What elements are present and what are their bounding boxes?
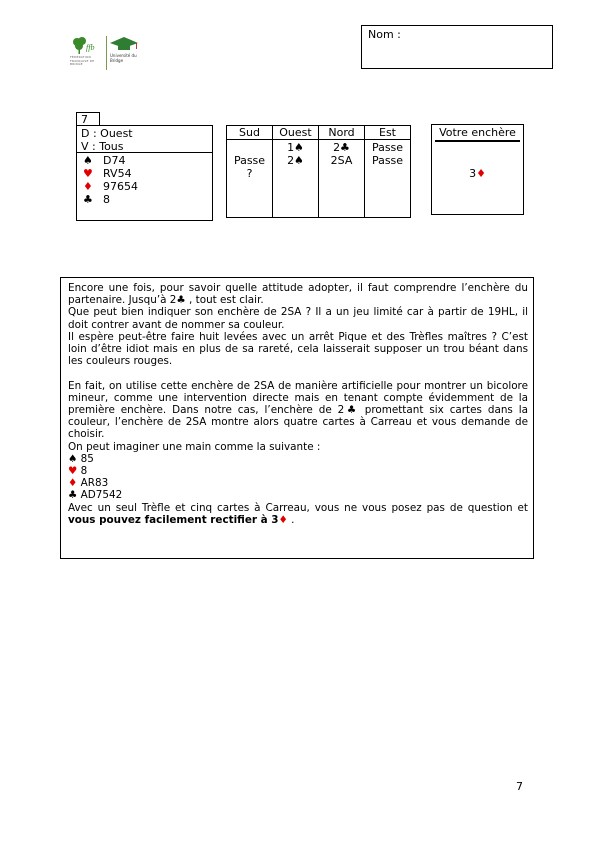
hand-number: 7 [76,112,100,126]
column-ouest [273,140,319,217]
hand-cards [77,153,212,207]
diamond-icon: ♦ [476,167,486,180]
header-nord: Nord [319,126,365,139]
example-clubs [68,489,528,501]
example-diamonds [68,477,528,489]
bid-cell: Passe [371,141,404,154]
diamond-icon: ♦ [278,513,288,526]
bid-cell: 2♣ [333,141,350,154]
name-field[interactable] [361,25,553,69]
conclusion-end: . [287,513,295,526]
clubs-row [81,193,208,206]
diamond-icon: ♦ [68,477,78,490]
vulnerability-label: V : Tous [81,140,124,153]
graduation-cap-icon [109,36,139,52]
example-spades-cards: 85 [80,452,94,465]
dealer-label: D : Ouest [81,127,133,140]
name-label: Nom : [368,28,401,41]
ffb-clover-icon [70,36,102,56]
conclusion-paragraph [68,502,528,526]
conclusion-bold-text: vous pouvez facilement rectifier à 3 [68,513,279,526]
your-bid-panel [431,124,524,215]
spades-cards: D74 [103,154,126,167]
bid-cell: 2SA [330,154,353,167]
conclusion-bold [68,514,288,526]
paragraph: Encore une fois, pour savoir quelle attitude adopter, il faut comprendre l’enchère du partenaire. Jusqu’à 2♣ , tout est clair. [68,282,528,307]
example-clubs-cards: AD7542 [80,489,123,502]
bid-cell [319,167,364,180]
svg-text:ffb: ffb [86,43,95,52]
bid-cell [227,141,272,154]
column-nord [319,140,365,217]
diamonds-cards: 97654 [103,180,138,193]
paragraph: Il espère peut-être faire huit levées avec un arrêt Pique et des Trèfles maîtres ? C’est loin d’être idiot mais en plus de sa rareté, cela laisserait supposer un trou béant dans les couleurs rouges. [68,330,528,368]
example-diamonds-cards: AR83 [80,477,109,490]
bid-cell: Passe [233,154,266,167]
header-logos [70,36,142,72]
spades-row [81,154,208,167]
spade-icon: ♠ [83,154,93,167]
club-icon: ♣ [68,489,78,502]
paragraph: Que peut bien indiquer son enchère de 2SA ? Il a un jeu limité car à partir de 19HL, il doit contrer avant de nommer sa couleur. [68,306,528,331]
heart-icon: ♥ [68,465,78,478]
header-ouest: Ouest [273,126,319,139]
diamonds-row [81,180,208,193]
your-bid-level: 3 [469,167,477,180]
bid-cell [273,167,318,180]
example-hearts [68,465,528,477]
universite-logo [106,36,140,70]
bidding-header [227,126,410,140]
bid-cell: 2♠ [287,154,304,167]
example-spades [68,453,528,465]
your-bid-title: Votre enchère [435,125,520,142]
explanation-box [60,277,534,559]
hand-panel [76,125,213,221]
bid-cell: 1♠ [287,141,304,154]
bidding-table [226,125,411,218]
header-est: Est [379,126,396,139]
heart-icon: ♥ [83,167,93,180]
paragraph: On peut imaginer une main comme la suivante : [68,440,321,453]
diamond-icon: ♦ [83,180,93,193]
paragraph: En fait, on utilise cette enchère de 2SA de manière artificielle pour montrer un bicolore mineur, comme une intervention directe mais en tenant compte évidemment de la première enchère. Dans notre cas, l’enchère de 2♣ promettant six cartes dans la couleur, l’enchère de 2SA montre alors quatre cartes à Carreau et vous demande de choisir. [68,379,528,441]
bidding-body [227,140,410,217]
conclusion-text: Avec un seul Trèfle et cinq cartes à Carreau, vous ne vous posez pas de question et [68,501,528,514]
hearts-cards: RV54 [103,167,132,180]
column-est [365,140,410,217]
your-bid-value[interactable] [432,167,523,180]
clubs-cards: 8 [103,193,110,206]
page-number: 7 [516,780,523,793]
spade-icon: ♠ [68,452,78,465]
dealer-info [77,126,212,153]
column-sud [227,140,273,217]
ffb-logo-text: FÉDÉRATION FRANÇAISE DE BRIDGE [70,55,95,66]
header-sud: Sud [227,126,273,139]
example-hearts-cards: 8 [80,465,88,478]
club-icon: ♣ [83,193,93,206]
bid-cell: Passe [371,154,404,167]
universite-logo-text: Université du Bridge [110,53,137,63]
bid-cell: ? [246,167,253,180]
hearts-row [81,167,208,180]
ffb-logo [70,36,102,70]
bid-cell [365,167,410,180]
